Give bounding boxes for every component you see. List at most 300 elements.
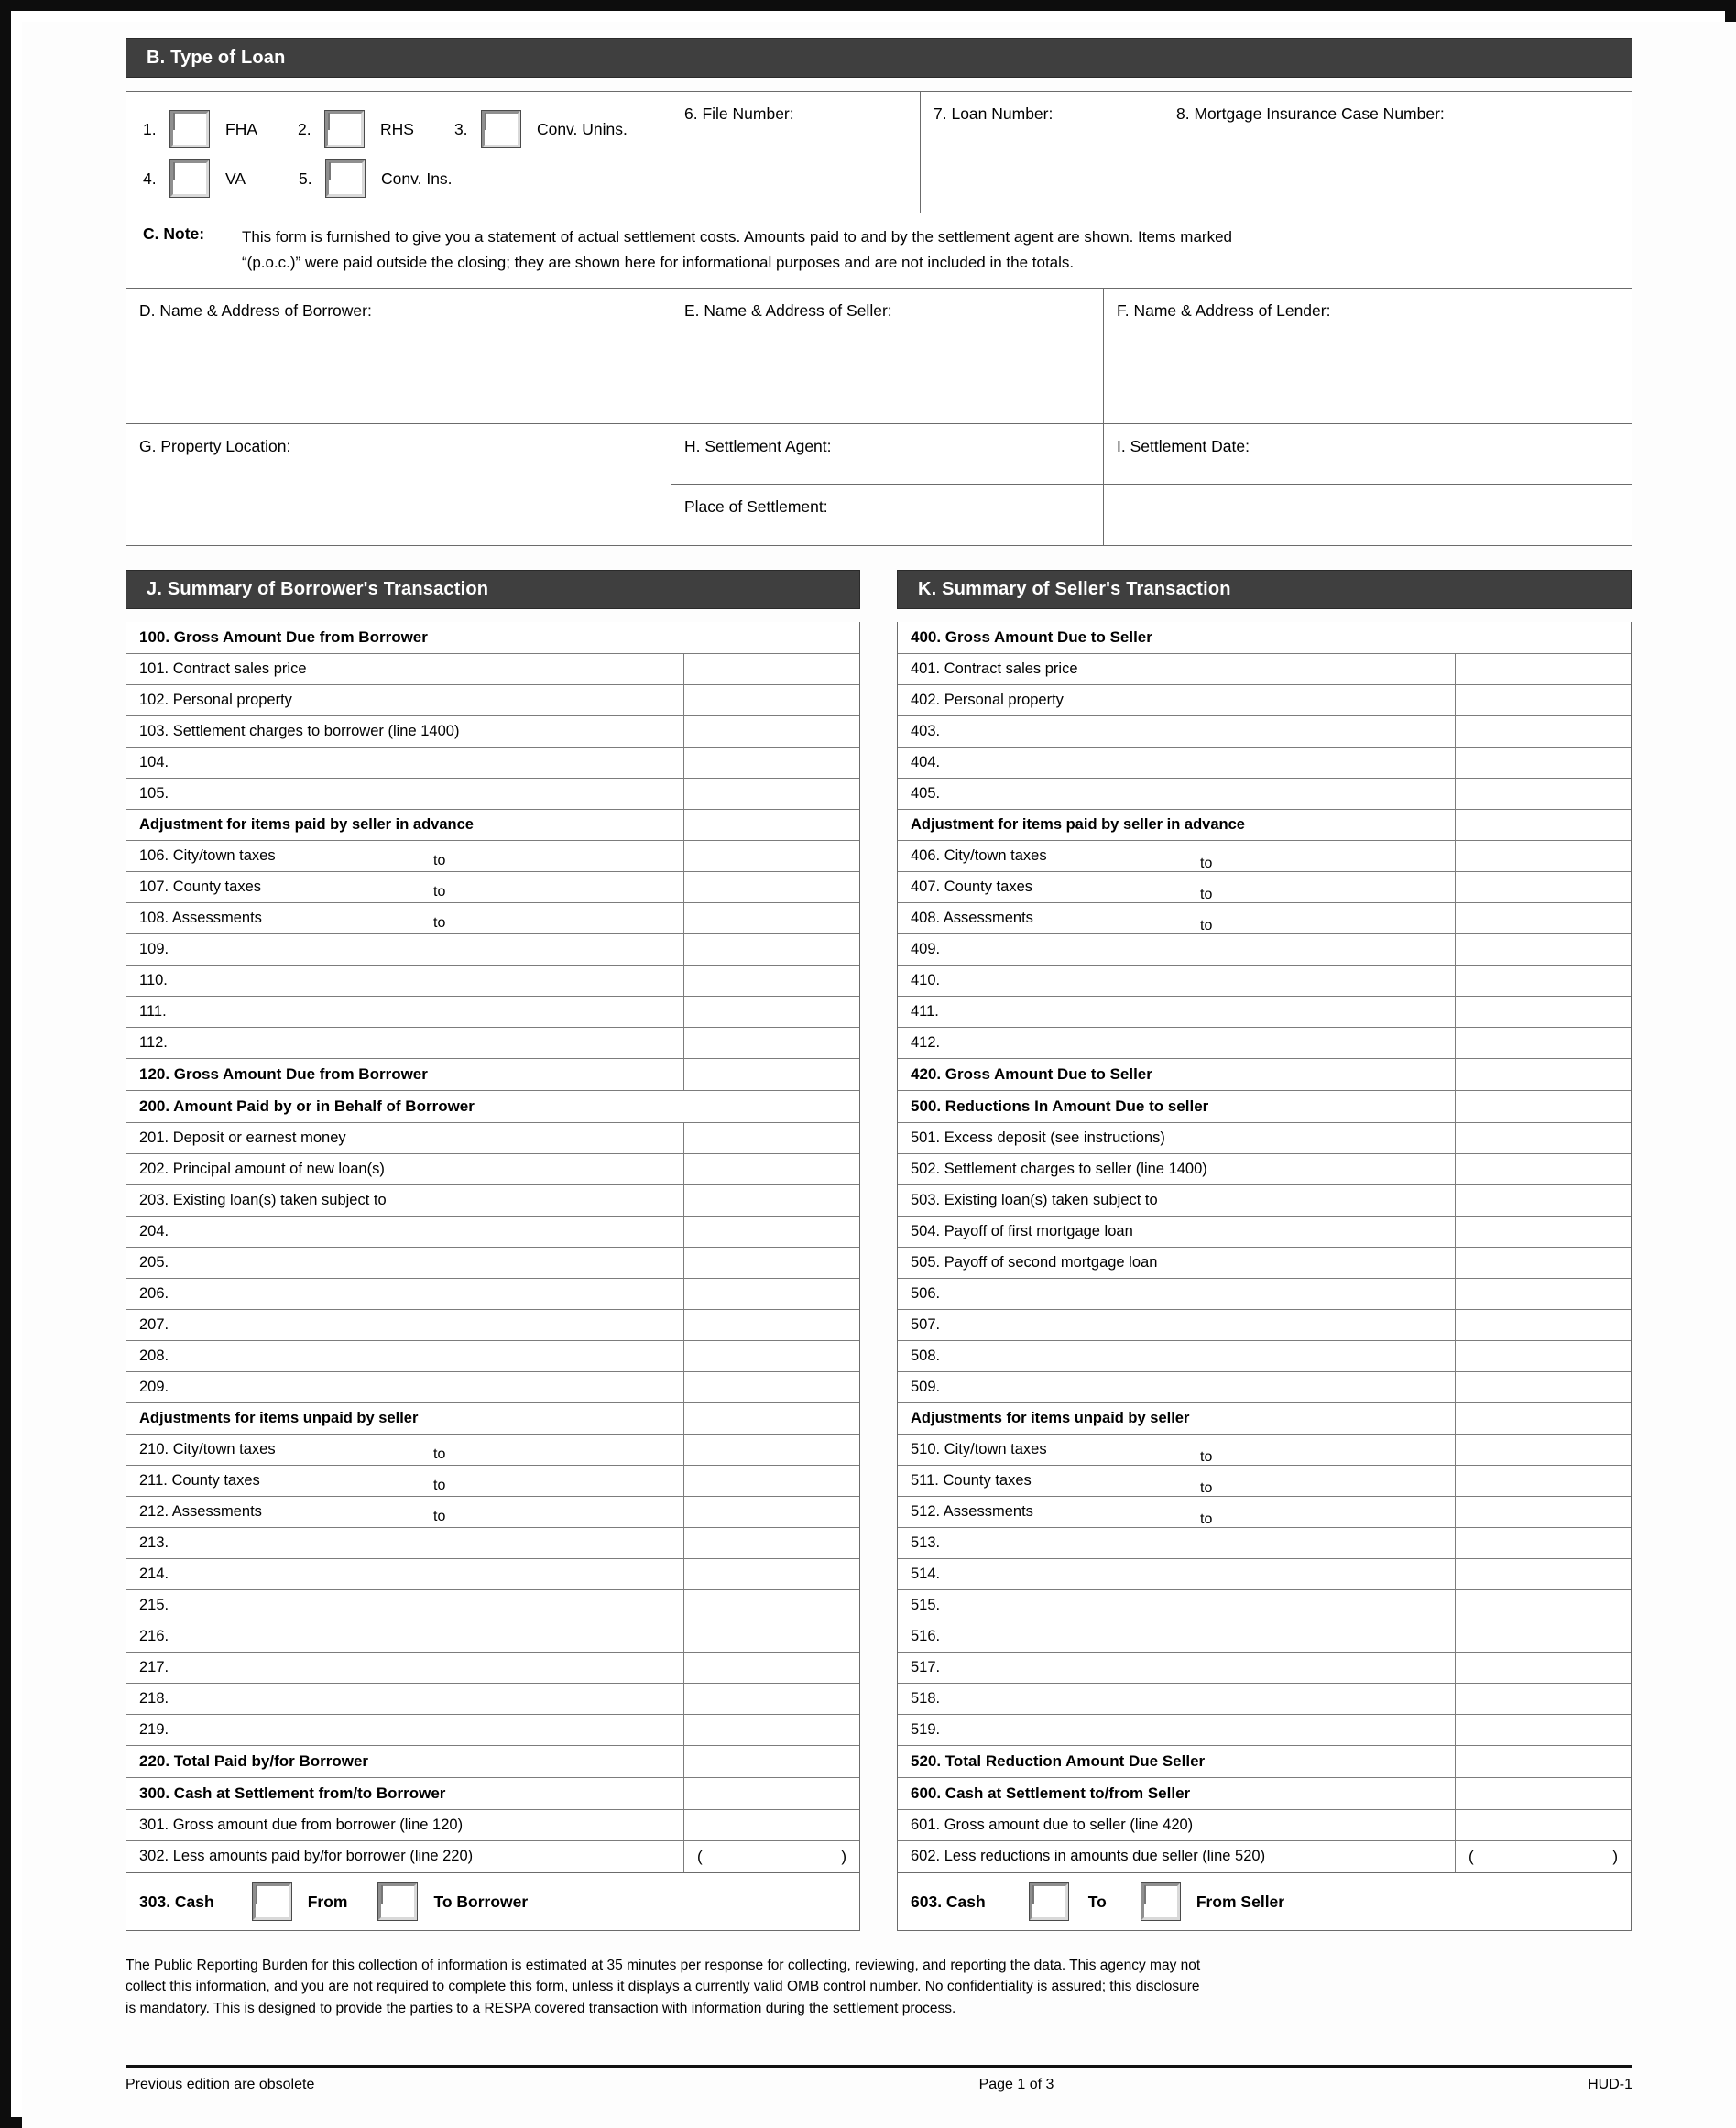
table-row <box>898 1621 1631 1653</box>
row-label: 203. Existing loan(s) taken subject to <box>139 1192 387 1209</box>
row-label: 514. <box>911 1566 941 1583</box>
amount-cell[interactable] <box>1455 966 1631 996</box>
settlement-date-field[interactable]: I. Settlement Date: <box>1104 424 1632 485</box>
amount-cell[interactable] <box>683 685 859 715</box>
table-row <box>126 1341 859 1372</box>
row-label: 107. County taxes to <box>139 878 446 900</box>
amount-cell[interactable] <box>1455 1091 1631 1122</box>
table-row <box>898 1028 1631 1059</box>
loan-type-3-number: 3. <box>453 119 468 138</box>
amount-cell[interactable] <box>683 1248 859 1278</box>
cash-seller-label: 603. Cash <box>911 1892 986 1911</box>
amount-cell[interactable] <box>1455 716 1631 747</box>
table-row <box>126 1590 859 1621</box>
amount-cell[interactable] <box>1455 748 1631 778</box>
amount-cell[interactable] <box>683 810 859 840</box>
row-label: 408. Assessments to <box>911 910 1213 934</box>
table-row <box>898 1185 1631 1217</box>
note-label: C. Note: <box>143 224 205 243</box>
to-separator: to <box>1200 856 1213 872</box>
table-row <box>898 1466 1631 1497</box>
amount-cell[interactable] <box>683 1059 859 1090</box>
row-label: 300. Cash at Settlement from/to Borrower <box>139 1784 446 1803</box>
amount-cell[interactable] <box>1455 685 1631 715</box>
amount-cell[interactable] <box>1455 1778 1631 1809</box>
table-row <box>898 1715 1631 1746</box>
borrower-cash-row <box>126 1873 860 1931</box>
amount-cell[interactable] <box>1455 903 1631 933</box>
place-of-settlement-field[interactable]: Place of Settlement: <box>684 497 828 517</box>
row-label: 406. City/town taxes to <box>911 847 1213 872</box>
row-label: 402. Personal property <box>911 692 1064 709</box>
table-row <box>898 1559 1631 1590</box>
burden-line-3: is mandatory. This is designed to provide the parties to a RESPA covered transaction with information during the settlement process. <box>126 2000 956 2016</box>
amount-cell[interactable] <box>683 1497 859 1527</box>
amount-cell[interactable] <box>683 1621 859 1652</box>
table-row <box>898 654 1631 685</box>
settlement-agent-field[interactable]: H. Settlement Agent: <box>671 424 1103 485</box>
burden-line-2: collect this information, and you are not required to complete this form, unless it displays a currently valid OMB control number. No confidentiality is assured; this disclosure <box>126 1979 1200 1995</box>
table-row <box>898 1497 1631 1528</box>
cash-to-borrower-checkbox[interactable] <box>378 1883 417 1920</box>
table-row <box>126 1248 859 1279</box>
table-row <box>898 934 1631 966</box>
amount-cell[interactable] <box>683 654 859 684</box>
table-row <box>898 1372 1631 1403</box>
row-label: 102. Personal property <box>139 692 292 709</box>
amount-cell[interactable] <box>1455 1154 1631 1184</box>
amount-cell[interactable] <box>1455 1746 1631 1777</box>
amount-cell[interactable] <box>1455 872 1631 902</box>
row-label: 302. Less amounts paid by/for borrower (line 220) <box>139 1848 474 1865</box>
table-row <box>898 810 1631 841</box>
row-label: 601. Gross amount due to seller (line 420) <box>911 1817 1194 1834</box>
amount-cell[interactable] <box>1455 934 1631 965</box>
table-row <box>126 1435 859 1466</box>
row-label: 112. <box>139 1034 168 1052</box>
row-label: 217. <box>139 1659 169 1676</box>
amount-cell[interactable] <box>683 1590 859 1621</box>
loan-type-1-number: 1. <box>143 119 157 138</box>
amount-cell[interactable] <box>683 841 859 871</box>
paren-close: ) <box>841 1848 846 1866</box>
amount-cell[interactable] <box>683 997 859 1027</box>
row-label: 507. <box>911 1316 941 1334</box>
section-header-seller-summary: K. Summary of Seller's Transaction <box>897 570 1632 609</box>
amount-cell[interactable] <box>683 934 859 965</box>
cash-from-seller-checkbox[interactable] <box>1141 1883 1180 1920</box>
row-label: 518. <box>911 1690 941 1708</box>
loan-type-2-label: RHS <box>380 119 414 138</box>
table-row <box>898 1684 1631 1715</box>
borrower-table <box>126 622 860 1873</box>
amount-cell[interactable] <box>1455 841 1631 871</box>
to-separator: to <box>1200 1511 1213 1528</box>
amount-cell[interactable] <box>683 1715 859 1745</box>
row-label: 216. <box>139 1628 169 1645</box>
amount-cell[interactable] <box>1455 1028 1631 1058</box>
footer-edition-note: Previous edition are obsolete <box>126 2076 315 2092</box>
amount-cell[interactable] <box>683 779 859 809</box>
amount-cell[interactable] <box>1455 1497 1631 1527</box>
row-label: 405. <box>911 785 941 802</box>
property-location-field[interactable]: G. Property Location: <box>126 424 671 545</box>
table-row <box>126 810 859 841</box>
table-row <box>126 779 859 810</box>
row-label: Adjustment for items paid by seller in advance <box>911 816 1245 834</box>
footer-form-id: HUD-1 <box>1588 2076 1632 2092</box>
row-label: 403. <box>911 723 941 740</box>
table-row <box>126 1810 859 1841</box>
row-label: 301. Gross amount due from borrower (line 120) <box>139 1817 464 1834</box>
loan-type-5-label: Conv. Ins. <box>381 169 453 188</box>
amount-cell[interactable] <box>683 1435 859 1465</box>
amount-cell[interactable] <box>683 1684 859 1714</box>
amount-cell[interactable] <box>683 748 859 778</box>
to-separator: to <box>433 853 446 869</box>
loan-type-2-number: 2. <box>298 119 311 138</box>
table-row <box>898 903 1631 934</box>
seller-summary-column <box>897 570 1632 1931</box>
mortgage-case-number-field[interactable]: 8. Mortgage Insurance Case Number: <box>1176 104 1445 123</box>
row-label: 512. Assessments to <box>911 1503 1213 1528</box>
note-line-1: This form is furnished to give you a statement of actual settlement costs. Amounts paid to and by the settlement agent are shown. Items marked <box>242 228 1232 246</box>
table-row <box>126 1279 859 1310</box>
amount-cell[interactable] <box>1455 1310 1631 1340</box>
conv-ins-checkbox[interactable] <box>326 160 365 197</box>
amount-cell <box>1455 622 1631 653</box>
row-label: 511. County taxes to <box>911 1472 1213 1497</box>
to-separator: to <box>433 1446 446 1463</box>
row-label: 206. <box>139 1285 169 1303</box>
row-label: 502. Settlement charges to seller (line 1400) <box>911 1161 1207 1178</box>
amount-cell[interactable] <box>1455 779 1631 809</box>
row-label: 411. <box>911 1003 939 1020</box>
table-row <box>126 1621 859 1653</box>
row-label: 407. County taxes to <box>911 878 1213 903</box>
type-of-loan-box <box>126 91 1632 546</box>
to-separator: to <box>433 915 446 932</box>
row-label: 109. <box>139 941 169 958</box>
to-separator: to <box>433 1509 446 1525</box>
table-row <box>126 1372 859 1403</box>
row-label: 519. <box>911 1721 941 1739</box>
row-label: 212. Assessments to <box>139 1503 446 1525</box>
row-label: Adjustments for items unpaid by seller <box>911 1410 1190 1427</box>
table-row <box>126 1528 859 1559</box>
amount-cell[interactable] <box>683 1341 859 1371</box>
to-separator: to <box>1200 1480 1213 1497</box>
amount-cell[interactable] <box>683 1403 859 1434</box>
table-row <box>126 1185 859 1217</box>
table-row <box>898 1435 1631 1466</box>
row-label: 218. <box>139 1690 169 1708</box>
table-row <box>898 1810 1631 1841</box>
row-label: 412. <box>911 1034 941 1052</box>
amount-cell[interactable] <box>1455 1185 1631 1216</box>
row-label: 215. <box>139 1597 169 1614</box>
to-separator: to <box>1200 887 1213 903</box>
table-row <box>898 1154 1631 1185</box>
amount-cell <box>683 622 859 653</box>
amount-cell[interactable] <box>1455 1248 1631 1278</box>
table-row <box>898 1403 1631 1435</box>
cash-to-label: To <box>1087 1892 1107 1911</box>
borrower-name-address-field[interactable]: D. Name & Address of Borrower: <box>126 289 671 423</box>
row-label: 101. Contract sales price <box>139 660 307 678</box>
page-footer <box>126 2068 1632 2093</box>
amount-cell[interactable] <box>1455 1341 1631 1371</box>
to-separator: to <box>433 884 446 900</box>
table-row <box>126 716 859 748</box>
amount-cell[interactable] <box>683 1810 859 1840</box>
row-label: 504. Payoff of first mortgage loan <box>911 1223 1133 1240</box>
row-label: 211. County taxes to <box>139 1472 446 1494</box>
row-label: 420. Gross Amount Due to Seller <box>911 1065 1152 1084</box>
table-row <box>898 1059 1631 1091</box>
seller-name-address-field[interactable]: E. Name & Address of Seller: <box>671 289 1104 423</box>
row-label: 516. <box>911 1628 941 1645</box>
amount-cell[interactable] <box>683 1778 859 1809</box>
row-label: 204. <box>139 1223 169 1240</box>
table-row <box>898 1528 1631 1559</box>
amount-cell[interactable] <box>683 1310 859 1340</box>
amount-cell[interactable] <box>683 1653 859 1683</box>
row-label: 501. Excess deposit (see instructions) <box>911 1129 1165 1147</box>
row-label: 508. <box>911 1348 941 1365</box>
table-row <box>898 748 1631 779</box>
table-row <box>126 1028 859 1059</box>
paren-open: ( <box>1469 1848 1474 1866</box>
table-row <box>126 1497 859 1528</box>
row-label: 510. City/town taxes to <box>911 1441 1213 1466</box>
amount-cell[interactable] <box>1455 1059 1631 1090</box>
amount-cell[interactable] <box>1455 1528 1631 1558</box>
to-separator: to <box>433 1478 446 1494</box>
note-line-2: “(p.o.c.)” were paid outside the closing; they are shown here for informational purposes and are not included in the totals. <box>242 253 1075 271</box>
amount-cell[interactable] <box>1455 1403 1631 1434</box>
seller-cash-row <box>897 1873 1632 1931</box>
row-label: 103. Settlement charges to borrower (line 1400) <box>139 723 460 740</box>
to-separator: to <box>1200 1449 1213 1466</box>
table-row <box>126 1217 859 1248</box>
loan-type-checkboxes <box>126 92 671 213</box>
amount-cell[interactable] <box>1455 1435 1631 1465</box>
amount-cell[interactable] <box>1455 1653 1631 1683</box>
amount-cell[interactable] <box>1455 1715 1631 1745</box>
table-row <box>126 872 859 903</box>
table-row <box>126 903 859 934</box>
row-label: 520. Total Reduction Amount Due Seller <box>911 1752 1206 1771</box>
table-row <box>898 841 1631 872</box>
row-label: 208. <box>139 1348 169 1365</box>
amount-cell[interactable] <box>1455 1466 1631 1496</box>
loan-type-5-number: 5. <box>299 169 312 188</box>
table-row <box>898 1778 1631 1810</box>
row-label: 200. Amount Paid by or in Behalf of Borrower <box>139 1097 475 1116</box>
cash-to-seller-checkbox[interactable] <box>1030 1883 1068 1920</box>
row-label: 500. Reductions In Amount Due to seller <box>911 1097 1209 1116</box>
amount-cell[interactable] <box>683 1746 859 1777</box>
table-row <box>898 872 1631 903</box>
table-row <box>898 1590 1631 1621</box>
amount-cell[interactable] <box>1455 1841 1631 1872</box>
row-label: 219. <box>139 1721 169 1739</box>
amount-cell[interactable] <box>683 1372 859 1402</box>
row-label: 410. <box>911 972 941 989</box>
burden-line-1: The Public Reporting Burden for this collection of information is estimated at 35 minutes per response for collecting, reviewing, and reporting the data. This agency may not <box>126 1958 1201 1974</box>
table-row <box>126 997 859 1028</box>
row-label: 120. Gross Amount Due from Borrower <box>139 1065 428 1084</box>
row-label: 209. <box>139 1379 169 1396</box>
row-label: 104. <box>139 754 169 771</box>
cash-to-borrower-label: To Borrower <box>433 1892 529 1911</box>
amount-cell[interactable] <box>683 1123 859 1153</box>
amount-cell[interactable] <box>683 1028 859 1058</box>
rhs-checkbox[interactable] <box>325 111 364 147</box>
loan-type-3-label: Conv. Unins. <box>536 119 628 138</box>
table-row <box>126 685 859 716</box>
amount-cell[interactable] <box>683 1217 859 1247</box>
row-label: 106. City/town taxes to <box>139 847 446 869</box>
row-label: 110. <box>139 972 168 989</box>
table-row <box>898 1653 1631 1684</box>
row-label: Adjustment for items paid by seller in advance <box>139 816 474 834</box>
row-label: 401. Contract sales price <box>911 660 1078 678</box>
table-row <box>126 934 859 966</box>
amount-cell[interactable] <box>1455 654 1631 684</box>
table-row <box>126 1310 859 1341</box>
section-header-type-of-loan: B. Type of Loan <box>126 38 1632 78</box>
amount-cell[interactable] <box>683 1528 859 1558</box>
table-row <box>898 1248 1631 1279</box>
loan-number-field[interactable]: 7. Loan Number: <box>921 92 1163 213</box>
amount-cell[interactable] <box>1455 1123 1631 1153</box>
row-label: 517. <box>911 1659 941 1676</box>
row-label: 602. Less reductions in amounts due seller (line 520) <box>911 1848 1266 1865</box>
amount-cell[interactable] <box>1455 1559 1631 1589</box>
amount-cell[interactable] <box>1455 810 1631 840</box>
table-row <box>126 1715 859 1746</box>
table-row <box>126 1123 859 1154</box>
row-label: 201. Deposit or earnest money <box>139 1129 346 1147</box>
table-row <box>898 716 1631 748</box>
amount-cell[interactable] <box>1455 1279 1631 1309</box>
cash-from-label: From <box>307 1892 348 1911</box>
file-number-field[interactable]: 6. File Number: <box>671 92 921 213</box>
table-row <box>126 1059 859 1091</box>
row-label: 100. Gross Amount Due from Borrower <box>139 628 428 647</box>
table-row <box>898 685 1631 716</box>
row-label: 409. <box>911 941 941 958</box>
amount-cell[interactable] <box>683 903 859 933</box>
amount-cell[interactable] <box>683 966 859 996</box>
table-row <box>126 1403 859 1435</box>
row-label: 111. <box>139 1003 167 1020</box>
amount-cell[interactable] <box>1455 1372 1631 1402</box>
amount-cell[interactable] <box>683 1279 859 1309</box>
row-label: 400. Gross Amount Due to Seller <box>911 628 1152 647</box>
cash-from-seller-label: From Seller <box>1196 1892 1285 1911</box>
row-label: 105. <box>139 785 169 802</box>
table-row <box>126 1684 859 1715</box>
amount-cell[interactable] <box>683 1154 859 1184</box>
amount-cell[interactable] <box>683 1185 859 1216</box>
note-section <box>126 213 1632 289</box>
amount-cell[interactable] <box>1455 1684 1631 1714</box>
va-checkbox[interactable] <box>170 160 209 197</box>
borrower-summary-column <box>126 570 860 1931</box>
table-row <box>898 1310 1631 1341</box>
table-row <box>898 1091 1631 1123</box>
table-row <box>126 622 859 654</box>
cash-from-borrower-checkbox[interactable] <box>253 1883 291 1920</box>
table-row <box>126 966 859 997</box>
amount-cell[interactable] <box>683 1466 859 1496</box>
loan-type-4-label: VA <box>225 169 246 188</box>
public-reporting-burden <box>126 1955 1632 2019</box>
amount-cell[interactable] <box>1455 997 1631 1027</box>
seller-table <box>897 622 1632 1873</box>
table-row <box>126 654 859 685</box>
table-row <box>126 1746 859 1778</box>
amount-cell[interactable] <box>683 872 859 902</box>
row-label: 506. <box>911 1285 941 1303</box>
row-label: 205. <box>139 1254 169 1271</box>
row-label: 214. <box>139 1566 169 1583</box>
table-row <box>898 622 1631 654</box>
table-row <box>898 997 1631 1028</box>
form-page <box>22 22 1736 2128</box>
paren-close: ) <box>1612 1848 1618 1866</box>
amount-cell[interactable] <box>1455 1217 1631 1247</box>
amount-cell[interactable] <box>683 1841 859 1872</box>
to-separator: to <box>1200 918 1213 934</box>
row-label: 202. Principal amount of new loan(s) <box>139 1161 385 1178</box>
amount-cell[interactable] <box>1455 1810 1631 1840</box>
lender-name-address-field[interactable]: F. Name & Address of Lender: <box>1117 301 1331 321</box>
table-row <box>126 1653 859 1684</box>
row-label: 600. Cash at Settlement to/from Seller <box>911 1784 1191 1803</box>
table-row <box>898 1279 1631 1310</box>
fha-checkbox[interactable] <box>170 111 209 147</box>
row-label: 509. <box>911 1379 941 1396</box>
row-label: 404. <box>911 754 941 771</box>
row-label: 503. Existing loan(s) taken subject to <box>911 1192 1158 1209</box>
row-label: 207. <box>139 1316 169 1334</box>
amount-cell[interactable] <box>683 1559 859 1589</box>
loan-type-4-number: 4. <box>143 169 157 188</box>
table-row <box>898 779 1631 810</box>
conv-unins-checkbox[interactable] <box>482 111 520 147</box>
footer-page-number: Page 1 of 3 <box>978 2076 1054 2092</box>
table-row <box>898 1217 1631 1248</box>
cash-borrower-label: 303. Cash <box>139 1892 214 1911</box>
table-row <box>898 1341 1631 1372</box>
row-label: 108. Assessments to <box>139 910 446 932</box>
table-row <box>126 748 859 779</box>
paren-open: ( <box>697 1848 703 1866</box>
amount-cell[interactable] <box>1455 1590 1631 1621</box>
row-label: 513. <box>911 1534 941 1552</box>
table-row <box>126 841 859 872</box>
amount-cell <box>683 1091 859 1122</box>
table-row <box>898 1746 1631 1778</box>
amount-cell[interactable] <box>1455 1621 1631 1652</box>
row-label: 210. City/town taxes to <box>139 1441 446 1463</box>
amount-cell[interactable] <box>683 716 859 747</box>
table-row <box>898 966 1631 997</box>
